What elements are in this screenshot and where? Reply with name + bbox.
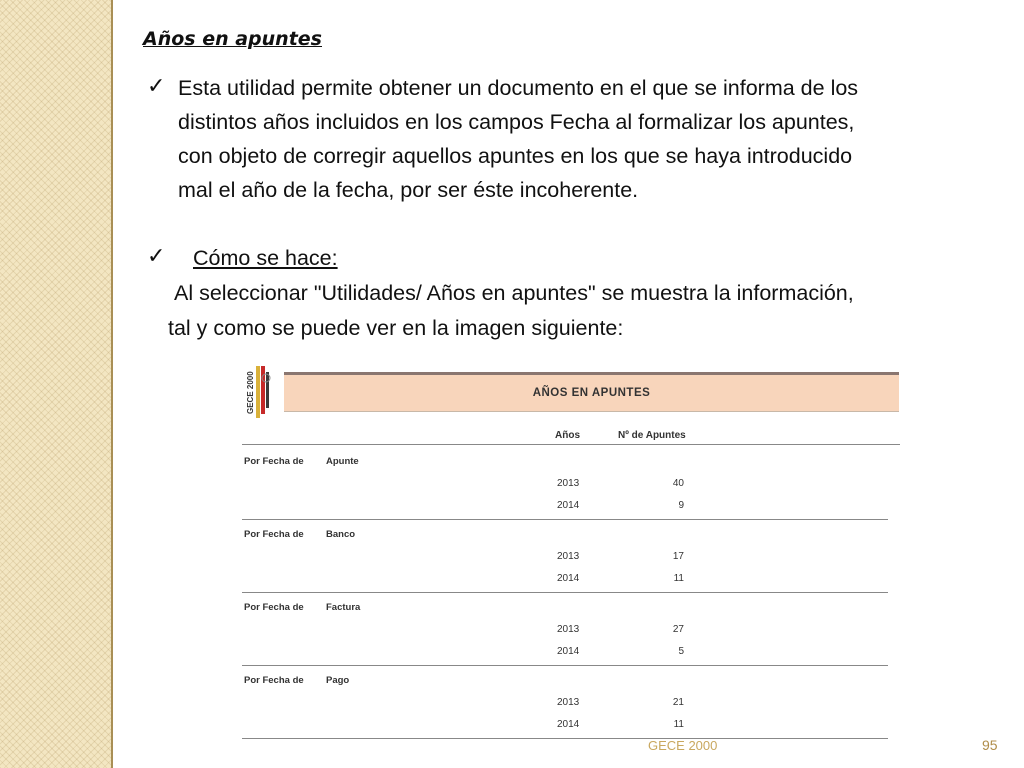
svg-text:GECE 2000: GECE 2000 [246,371,255,414]
slide-title: Años en apuntes [143,28,322,50]
decorative-side-strip [0,0,113,768]
group-field: Banco [326,529,356,540]
group-prefix: Por Fecha de [244,529,304,540]
header-divider [242,444,900,445]
report-screenshot [238,364,900,744]
row-count: 11 [673,719,684,730]
group-separator [242,738,888,739]
how-to-heading: Cómo se hace: [193,246,338,270]
report-banner: AÑOS EN APUNTES [284,372,899,412]
group-field: Apunte [326,456,359,467]
row-year: 2014 [557,719,580,730]
group-field: Factura [326,602,361,613]
row-count: 5 [678,646,684,657]
row-count: 17 [672,551,684,562]
row-year: 2013 [557,624,580,635]
footer-text: GECE 2000 [648,738,718,753]
row-year: 2014 [557,646,580,657]
row-count: 40 [672,478,684,489]
bullet1-line-2: distintos años incluidos en los campos Fecha al formalizar los apuntes, [178,110,855,134]
row-count: 27 [672,624,684,635]
checkmark-icon: ✓ [147,74,166,99]
row-count: 21 [672,697,684,708]
row-count: 9 [678,500,684,511]
bullet1-line-3: con objeto de corregir aquellos apuntes en los que se haya introducido [178,144,853,168]
group-prefix: Por Fecha de [244,456,304,467]
bullet1-line-4: mal el año de la fecha, por ser éste incoherente. [178,178,639,202]
group-prefix: Por Fecha de [244,602,304,613]
bullet2-line-2: tal y como se puede ver en la imagen siguiente: [168,316,624,340]
row-year: 2014 [557,500,580,511]
group-separator [242,519,888,520]
bullet2-line-1: Al seleccionar "Utilidades/ Años en apuntes" se muestra la información, [174,281,854,305]
row-year: 2014 [557,573,580,584]
group-separator [242,665,888,666]
gece-logo-icon [240,364,274,422]
group-field: Pago [326,675,350,686]
row-count: 11 [673,573,684,584]
row-year: 2013 [557,697,580,708]
page-number: 95 [982,737,998,753]
bullet1-line-1: Esta utilidad permite obtener un documento en el que se informa de los [178,76,859,100]
group-prefix: Por Fecha de [244,675,304,686]
checkmark-icon: ✓ [147,244,166,269]
group-separator [242,592,888,593]
column-header-count: Nº de Apuntes [618,430,686,441]
row-year: 2013 [557,478,580,489]
row-year: 2013 [557,551,580,562]
column-header-years: Años [555,430,580,441]
